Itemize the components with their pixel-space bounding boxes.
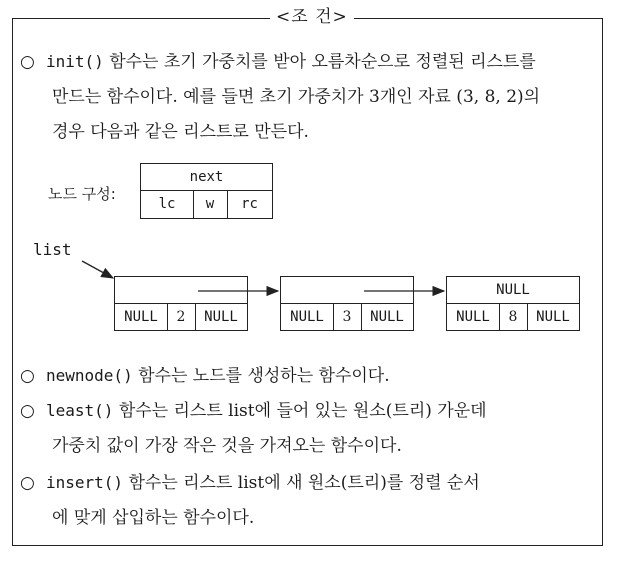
list-node-3-w: 8 (508, 309, 518, 325)
list-node-3-lc: NULL (456, 309, 490, 325)
bullet-icon: ○ (20, 366, 35, 386)
list-node-2-w: 3 (342, 309, 352, 325)
list-head-label: list (33, 240, 72, 259)
list-head-arrow (82, 261, 113, 278)
item-text-line2: 가중치 값이 가장 작은 것을 가져오는 함수이다. (52, 436, 402, 456)
list-node-3-rc: NULL (536, 309, 570, 325)
item-text-line1: 함수는 리스트 list에 들어 있는 원소(트리) 가운데 (118, 401, 487, 421)
bullet-icon: ○ (20, 401, 35, 421)
code-least: least() (46, 401, 114, 420)
item-text-line1: 함수는 노드를 생성하는 함수이다. (138, 366, 390, 386)
node-field-rc: rc (241, 196, 258, 212)
bullet-icon: ○ (20, 473, 35, 493)
item-text-line1: 함수는 초기 가중치를 받아 오름차순으로 정렬된 리스트를 (109, 52, 536, 72)
list-node-3-next: NULL (496, 282, 530, 298)
condition-item-insert (20, 465, 590, 536)
list-node-1-w: 2 (176, 309, 186, 325)
bullet-icon: ○ (20, 52, 35, 72)
item-text-line1: 함수는 리스트 list에 새 원소(트리)를 정렬 순서 (128, 473, 480, 493)
code-newnode: newnode() (46, 366, 133, 385)
frame-title: <조 건> (270, 6, 354, 28)
node-structure-label: 노드 구성: (48, 185, 116, 203)
item-text-line2: 만드는 함수이다. 예를 들면 초기 가중치가 3개인 자료 (3, 8, 2)의 (52, 87, 541, 107)
list-node-2-rc: NULL (370, 309, 404, 325)
list-node-1-rc: NULL (204, 309, 238, 325)
condition-item-newnode (20, 358, 590, 394)
list-node-1-lc: NULL (124, 309, 158, 325)
item-text-line3: 경우 다음과 같은 리스트로 만든다. (52, 122, 309, 142)
item-text-line2: 에 맞게 삽입하는 함수이다. (52, 508, 255, 528)
node-field-lc: lc (158, 196, 176, 212)
code-insert: insert() (46, 473, 124, 492)
node-field-w: w (205, 196, 215, 212)
node-field-next: next (189, 169, 224, 185)
code-init: init() (46, 52, 104, 71)
condition-item-least (20, 393, 590, 464)
list-node-2-lc: NULL (290, 309, 324, 325)
